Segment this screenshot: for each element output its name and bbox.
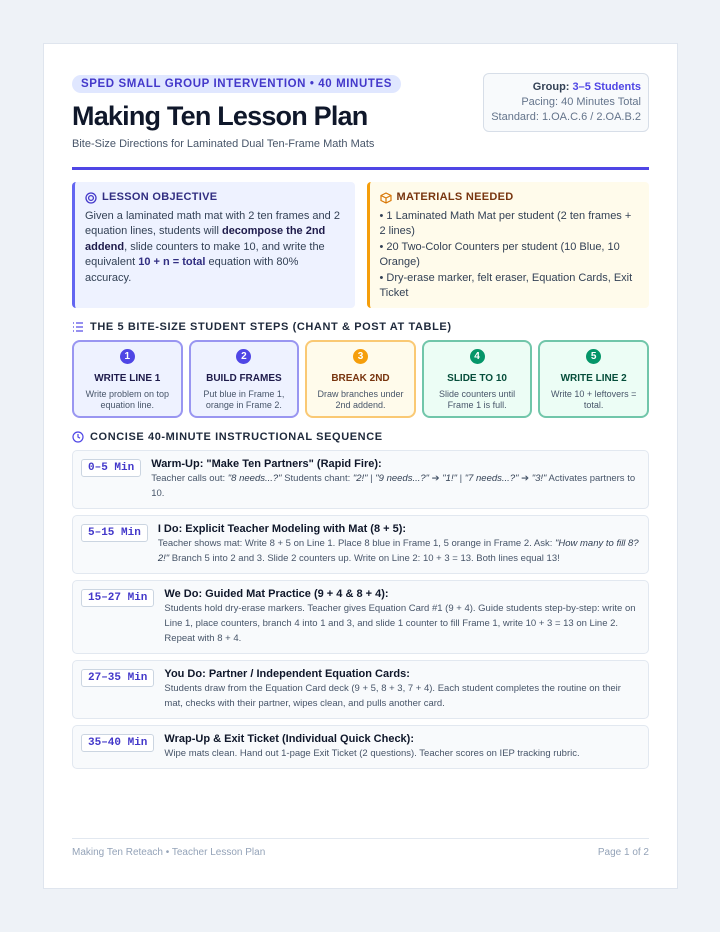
sequence-row (72, 660, 649, 719)
time-badge: 5–15 Min (81, 524, 148, 542)
materials-item: • 20 Two-Color Counters per student (10 Blue, 10 Orange) (379, 240, 620, 268)
sequence-list (72, 450, 649, 769)
page-number: Page 1 of 2 (597, 847, 649, 858)
time-badge: 27–35 Min (81, 669, 154, 687)
time-badge: 35–40 Min (81, 734, 154, 752)
step-description: Write 10 + leftovers = total. (550, 389, 637, 410)
time-badge: 15–27 Min (81, 589, 154, 607)
step-name: WRITE LINE 2 (560, 373, 627, 384)
info-boxes (72, 182, 649, 308)
step-number: 5 (586, 349, 601, 364)
sequence-heading-text: CONCISE 40-MINUTE INSTRUCTIONAL SEQUENCE (90, 431, 383, 443)
page-footer (72, 838, 649, 858)
step-name: BUILD FRAMES (206, 373, 282, 384)
sequence-row (72, 580, 649, 654)
time-badge: 0–5 Min (81, 459, 141, 477)
step-number: 1 (120, 349, 135, 364)
step-card (305, 340, 416, 418)
sequence-title: Wrap-Up & Exit Ticket (Individual Quick Check): (164, 733, 415, 745)
sequence-text: Teacher shows mat: Write 8 + 5 on Line 1. Place 8 blue in Frame 1, 5 orange in Frame 2. Ask: "How many to fill 8? 2!" Branch 5 into 2 and 3. Slide 2 counters up. Write on Line 2: 10 + 3 = 13. Both lines equal 13! (157, 538, 639, 564)
step-number: 4 (470, 349, 485, 364)
step-description: Slide counters until Frame 1 is full. (439, 389, 516, 410)
target-icon (85, 192, 97, 204)
step-name: SLIDE TO 10 (447, 373, 507, 384)
materials-heading-text: MATERIALS NEEDED (396, 191, 514, 203)
materials-item: • 1 Laminated Math Mat per student (2 ten frames + 2 lines) (379, 209, 632, 237)
sequence-text: Wipe mats clean. Hand out 1-page Exit Ticket (2 questions). Teacher scores on IEP tracking rubric. (164, 748, 580, 759)
sequence-title: You Do: Partner / Independent Equation Cards: (164, 668, 410, 680)
sequence-row (72, 450, 649, 509)
sequence-title: Warm-Up: "Make Ten Partners" (Rapid Fire): (151, 458, 382, 470)
header-divider (72, 167, 649, 170)
standard-text: Standard: 1.OA.C.6 / 2.OA.B.2 (491, 111, 641, 123)
objective-text: Given a laminated math mat with 2 ten frames and 2 equation lines, students will decompose the 2nd addend, slide counters to make 10, and write the equivalent 10 + n = total equation with 80% accuracy. (85, 209, 340, 284)
clock-icon (72, 431, 84, 443)
step-card (538, 340, 649, 418)
box-icon (380, 192, 392, 204)
objective-heading (85, 190, 345, 206)
page-subtitle: Bite-Size Directions for Laminated Dual Ten-Frame Math Mats (72, 138, 375, 150)
sequence-text: Students hold dry-erase markers. Teacher gives Equation Card #1 (9 + 4). Guide students step-by-step: write on Line 1, place counters, branch 4 into 1 and 3, and slide 1 counter to fill Frame 1, write 10 + 3 = 13 on Line 2. Repeat with 8 + 4. (164, 603, 636, 644)
step-card (189, 340, 300, 418)
objective-box (72, 182, 355, 308)
step-name: BREAK 2ND (331, 373, 390, 384)
sequence-row (72, 725, 649, 769)
step-number: 2 (236, 349, 251, 364)
steps-section-heading (72, 321, 649, 333)
pacing-text: Pacing: 40 Minutes Total (521, 96, 641, 108)
sequence-row (72, 515, 649, 574)
lesson-plan-page (43, 43, 678, 889)
steps-heading-text: THE 5 BITE-SIZE STUDENT STEPS (CHANT & POST AT TABLE) (90, 321, 452, 333)
sequence-title: We Do: Guided Mat Practice (9 + 4 & 8 + 4): (164, 588, 389, 600)
steps-row (72, 340, 649, 418)
list-icon (72, 321, 84, 333)
step-number: 3 (353, 349, 368, 364)
lesson-meta-box (483, 73, 649, 132)
step-description: Put blue in Frame 1, orange in Frame 2. (203, 389, 285, 410)
step-description: Write problem on top equation line. (85, 389, 169, 410)
sequence-title: I Do: Explicit Teacher Modeling with Mat (8 + 5): (157, 523, 407, 535)
page-content (72, 74, 649, 775)
sequence-text: Teacher calls out: "8 needs...?" Students chant: "2!" | "9 needs...?" ➔ "1!" | "7 needs...?" ➔ "3!" Activates partners to 10. (151, 473, 636, 499)
objective-heading-text: LESSON OBJECTIVE (102, 191, 218, 203)
sequence-section-heading (72, 431, 649, 443)
page-title: Making Ten Lesson Plan (72, 101, 368, 131)
group-value: 3–5 Students (572, 81, 641, 93)
materials-heading (380, 190, 640, 206)
materials-box (367, 182, 650, 308)
footer-left-text: Making Ten Reteach • Teacher Lesson Plan (72, 847, 266, 858)
step-card (422, 340, 533, 418)
materials-item: • Dry-erase marker, felt eraser, Equation Cards, Exit Ticket (379, 271, 633, 299)
step-card (72, 340, 183, 418)
step-description: Draw branches under 2nd addend. (317, 389, 404, 410)
sequence-text: Students draw from the Equation Card deck (9 + 5, 8 + 3, 7 + 4). Each student completes the routine on their mat, checks with their partner, wipes clean, and pulls another card. (164, 683, 621, 709)
step-name: WRITE LINE 1 (94, 373, 161, 384)
group-label: Group: (532, 81, 570, 93)
intervention-kicker: SPED SMALL GROUP INTERVENTION • 40 MINUTES (72, 75, 401, 93)
